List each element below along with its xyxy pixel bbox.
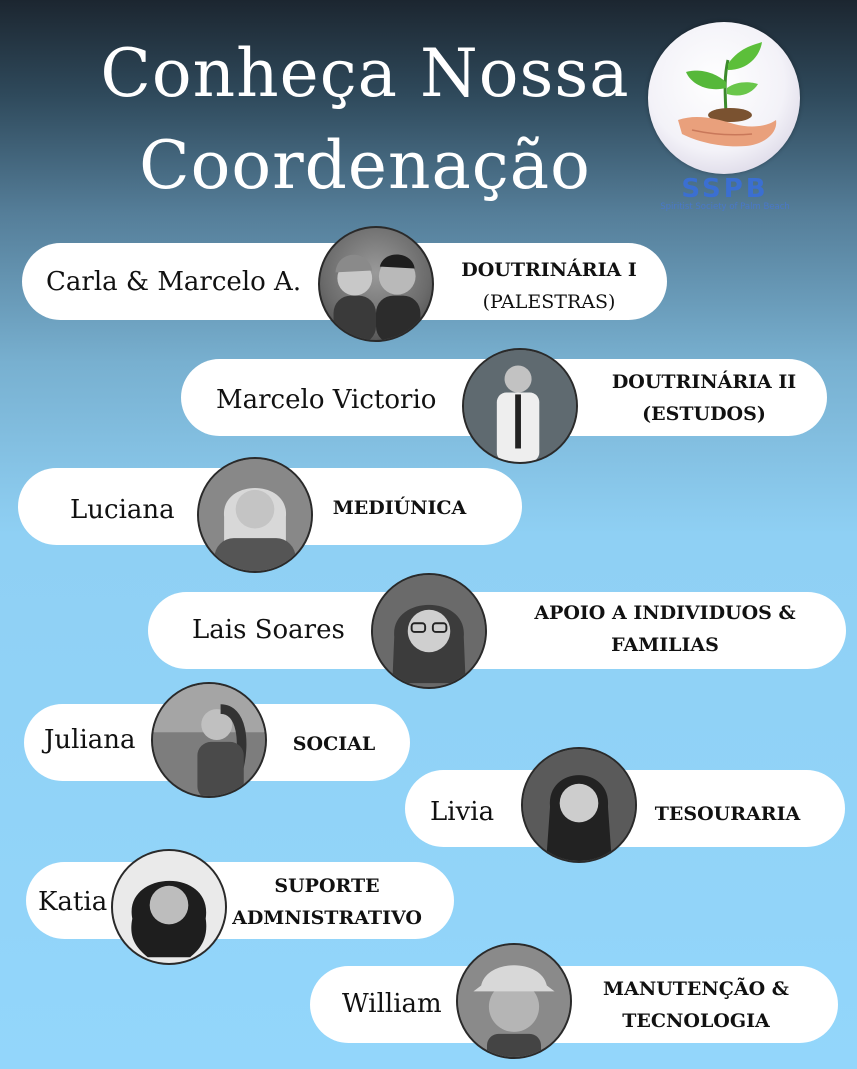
- member-photo: [371, 573, 487, 689]
- page-title: [60, 28, 670, 212]
- member-photo: [151, 682, 267, 798]
- member-role: DOUTRINÁRIA II (ESTUDOS): [611, 371, 797, 425]
- member-role: SUPORTE ADMNISTRATIVO: [232, 875, 422, 929]
- member-name: Katia: [38, 887, 108, 917]
- logo-subtitle: Spiritist Society of Palm Beach: [660, 202, 790, 212]
- title-line-1: Conheça Nossa: [100, 35, 630, 112]
- member-name: Luciana: [70, 495, 175, 525]
- member-photo: [197, 457, 313, 573]
- member-name: Juliana: [44, 725, 136, 755]
- logo-wordmark: SSPB: [681, 174, 769, 204]
- member-name: Lais Soares: [192, 615, 345, 645]
- member-photo: [521, 747, 637, 863]
- member-name: William: [342, 989, 442, 1019]
- member-name: Carla & Marcelo A.: [46, 267, 302, 297]
- member-photo: [462, 348, 578, 464]
- member-role: TESOURARIA: [654, 803, 801, 825]
- member-role: DOUTRINÁRIA I (PALESTRAS): [461, 259, 637, 313]
- member-name: Marcelo Victorio: [216, 385, 437, 415]
- member-role: MEDIÚNICA: [332, 497, 467, 519]
- hand-holding-plant-icon: [648, 22, 800, 174]
- title-line-2: Coordenação: [139, 127, 591, 204]
- member-photo: [456, 943, 572, 1059]
- member-photo: [111, 849, 227, 965]
- member-photo: [318, 226, 434, 342]
- member-name: Livia: [430, 797, 495, 827]
- member-role: SOCIAL: [292, 733, 376, 755]
- sspb-logo: [648, 22, 800, 174]
- member-role: MANUTENÇÃO & TECNOLOGIA: [603, 978, 789, 1032]
- member-role: APOIO A INDIVIDUOS & FAMILIAS: [534, 602, 796, 656]
